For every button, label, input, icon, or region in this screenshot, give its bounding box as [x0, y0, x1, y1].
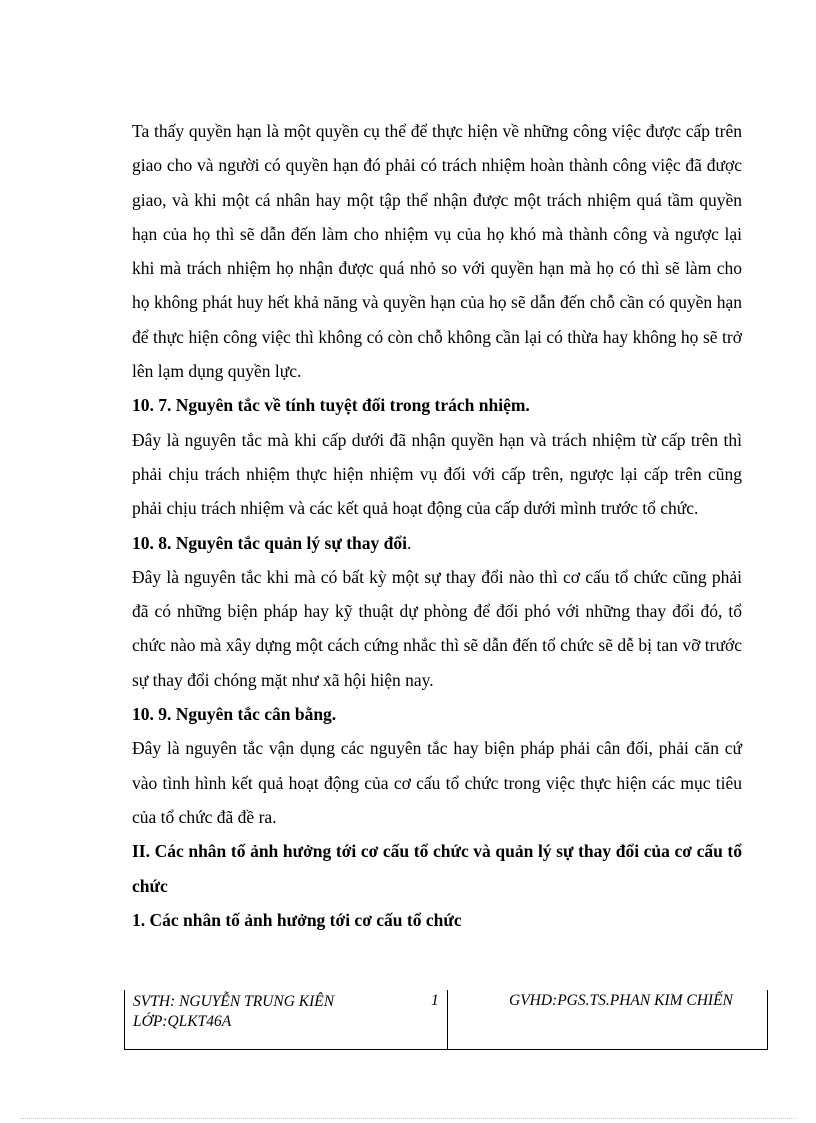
heading-10-8-text: 10. 8. Nguyên tắc quản lý sự thay đổi: [132, 532, 407, 553]
paragraph-balance: Đây là nguyên tắc vận dụng các nguyên tắc hay biện pháp phải cân đối, phải căn cứ vào tình hình kết quả hoạt động của cơ cấu tổ chức trong việc thực hiện các mục tiêu của tổ chức đã đề ra.: [132, 738, 742, 827]
heading-section-ii: II. Các nhân tố ảnh hưởng tới cơ cấu tổ chức và quản lý sự thay đổi của cơ cấu tổ chức: [132, 841, 742, 896]
heading-10-7: 10. 7. Nguyên tắc về tính tuyệt đối trong trách nhiệm.: [132, 395, 530, 416]
heading-10-8-period: .: [407, 532, 412, 553]
page-footer: [124, 990, 768, 1050]
footer-student-info: [133, 992, 334, 1032]
footer-divider: [447, 990, 448, 1050]
page-bottom-border: [20, 1118, 796, 1119]
page-number: 1: [431, 992, 439, 1009]
document-body: [132, 114, 742, 937]
heading-10-9: 10. 9. Nguyên tắc cân bằng.: [132, 704, 337, 725]
footer-advisor: GVHD:PGS.TS.PHAN KIM CHIẾN: [509, 992, 733, 1009]
footer-class: LỚP:QLKT46A: [133, 1013, 232, 1030]
paragraph-authority-responsibility: Ta thấy quyền hạn là một quyền cụ thể để thực hiện về những công việc được cấp trên giao cho và người có quyền hạn đó phải có trách nhiệm hoàn thành công việc đã được giao, và khi một cá nhân hay một tập thể nhận được một trách nhiệm quá tầm quyền hạn của họ thì sẽ dẫn đến làm cho nhiệm vụ của họ khó mà thành công và ngược lại khi mà trách nhiệm họ nhận được quá nhỏ so với quyền hạn mà họ có thì sẽ làm cho họ không phát huy hết khả năng và quyền hạn của họ sẽ dẫn đến chỗ cần có quyền hạn để thực hiện công việc thì không có còn chỗ không cần lại có thừa hay không họ sẽ trở lên lạm dụng quyền lực.: [132, 121, 742, 382]
footer-student-name: SVTH: NGUYỄN TRUNG KIÊN: [133, 993, 335, 1010]
heading-section-ii-1: 1. Các nhân tố ảnh hưởng tới cơ cấu tổ chức: [132, 909, 462, 930]
heading-10-8: [132, 526, 742, 560]
paragraph-change-management: Đây là nguyên tắc khi mà có bất kỳ một sự thay đổi nào thì cơ cấu tổ chức cũng phải đã có những biện pháp hay kỹ thuật dự phòng để đối phó với những thay đổi đó, tổ chức nào mà xây dựng một cách cứng nhắc thì sẽ dẫn đến tổ chức sẽ dễ bị tan vỡ trước sự thay đổi chóng mặt như xã hội hiện nay.: [132, 566, 742, 690]
paragraph-absolute-responsibility: Đây là nguyên tắc mà khi cấp dưới đã nhận quyền hạn và trách nhiệm từ cấp trên thì phải chịu trách nhiệm thực hiện nhiệm vụ đối với cấp trên, ngược lại cấp trên cũng phải chịu trách nhiệm và các kết quả hoạt động của cấp dưới mình trước tổ chức.: [132, 429, 742, 519]
